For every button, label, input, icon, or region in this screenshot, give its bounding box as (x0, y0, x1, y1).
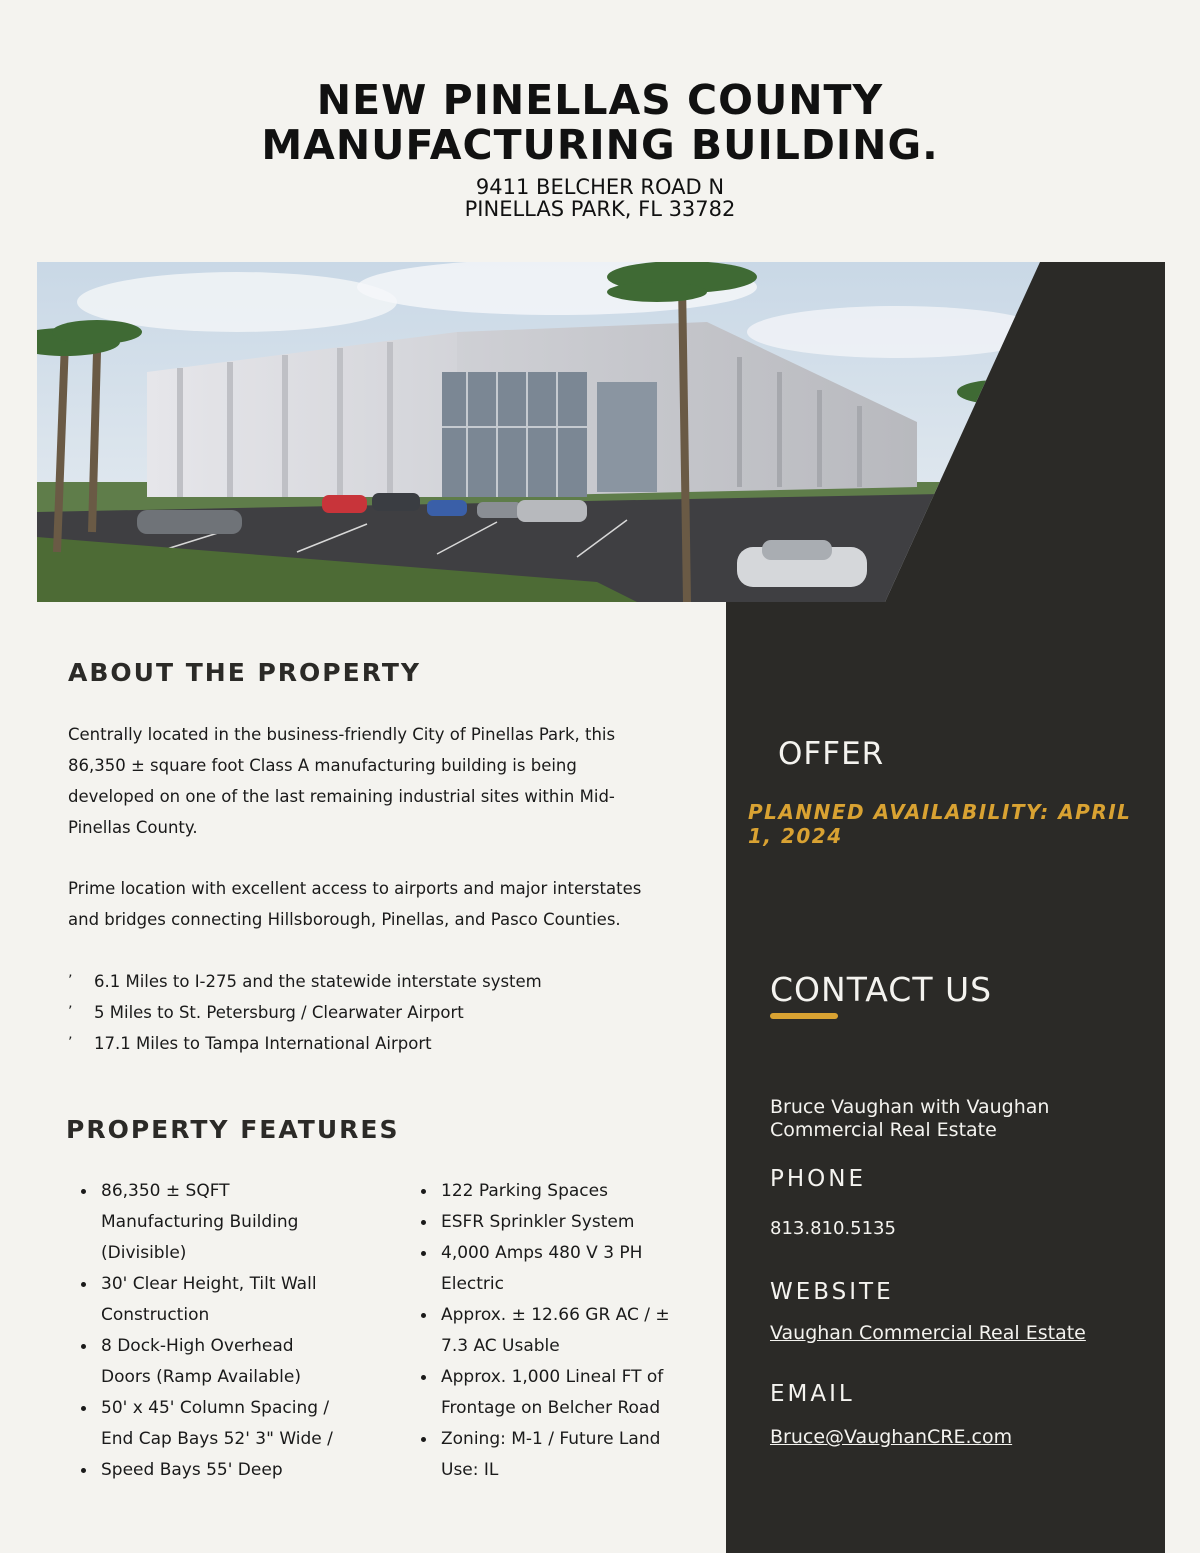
phone-number[interactable]: 813.810.5135 (770, 1218, 896, 1239)
about-paragraph-2: Prime location with excellent access to airports and major interstates and bridges connecting Hillsborough, Pinellas, and Pasco Counties. (68, 879, 642, 929)
list-item: 30' Clear Height, Tilt Wall Construction (81, 1269, 346, 1331)
list-item: ’ 6.1 Miles to I-275 and the statewide interstate system (68, 966, 542, 997)
about-paragraph-1: Centrally located in the business-friendly City of Pinellas Park, this 86,350 ± square foot Class A manufacturing building is being developed on one of the last remaining industrial sites within Mid-Pinellas County. (68, 725, 616, 837)
list-item: 122 Parking Spaces (421, 1176, 681, 1207)
about-heading: ABOUT THE PROPERTY (68, 658, 421, 687)
list-item: Approx. 1,000 Lineal FT of Frontage on Belcher Road (421, 1362, 681, 1424)
phone-label: PHONE (770, 1166, 867, 1192)
address-line-2: PINELLAS PARK, FL 33782 (464, 197, 736, 221)
list-item: 8 Dock-High Overhead Doors (Ramp Available) (81, 1331, 346, 1393)
list-item: ESFR Sprinkler System (421, 1207, 681, 1238)
website-label: WEBSITE (770, 1279, 894, 1305)
contact-name: Bruce Vaughan with Vaughan Commercial Real Estate (770, 1096, 1050, 1141)
title-line-1: NEW PINELLAS COUNTY (316, 76, 884, 124)
contact-underline-accent (770, 1013, 838, 1019)
contact-heading: CONTACT US (770, 970, 993, 1009)
email-link[interactable]: Bruce@VaughanCRE.com (770, 1426, 1013, 1448)
list-item: ’ 5 Miles to St. Petersburg / Clearwater Airport (68, 997, 542, 1028)
features-list-right (421, 1176, 681, 1486)
features-list-left (81, 1176, 346, 1486)
offer-heading: OFFER (778, 736, 885, 772)
list-item: ’ 17.1 Miles to Tampa International Airport (68, 1028, 542, 1059)
website-link[interactable]: Vaughan Commercial Real Estate (770, 1322, 1086, 1344)
address-line-1: 9411 BELCHER ROAD N (475, 175, 725, 199)
list-item: 86,350 ± SQFT Manufacturing Building (Divisible) (81, 1176, 346, 1269)
header (0, 78, 1200, 220)
access-list (68, 966, 542, 1059)
building-rendering-image (37, 262, 1040, 602)
list-item: Approx. ± 12.66 GR AC / ± 7.3 AC Usable (421, 1300, 681, 1362)
planned-availability: PLANNED AVAILABILITY: APRIL 1, 2024 (748, 800, 1132, 848)
list-item: Speed Bays 55' Deep (81, 1455, 346, 1486)
list-item: 4,000 Amps 480 V 3 PH Electric (421, 1238, 681, 1300)
title-line-2: MANUFACTURING BUILDING. (261, 121, 939, 169)
features-heading: PROPERTY FEATURES (66, 1115, 400, 1144)
list-item: 50' x 45' Column Spacing / End Cap Bays 52' 3" Wide / (81, 1393, 346, 1455)
email-label: EMAIL (770, 1381, 855, 1407)
list-item: Zoning: M-1 / Future Land Use: IL (421, 1424, 681, 1486)
